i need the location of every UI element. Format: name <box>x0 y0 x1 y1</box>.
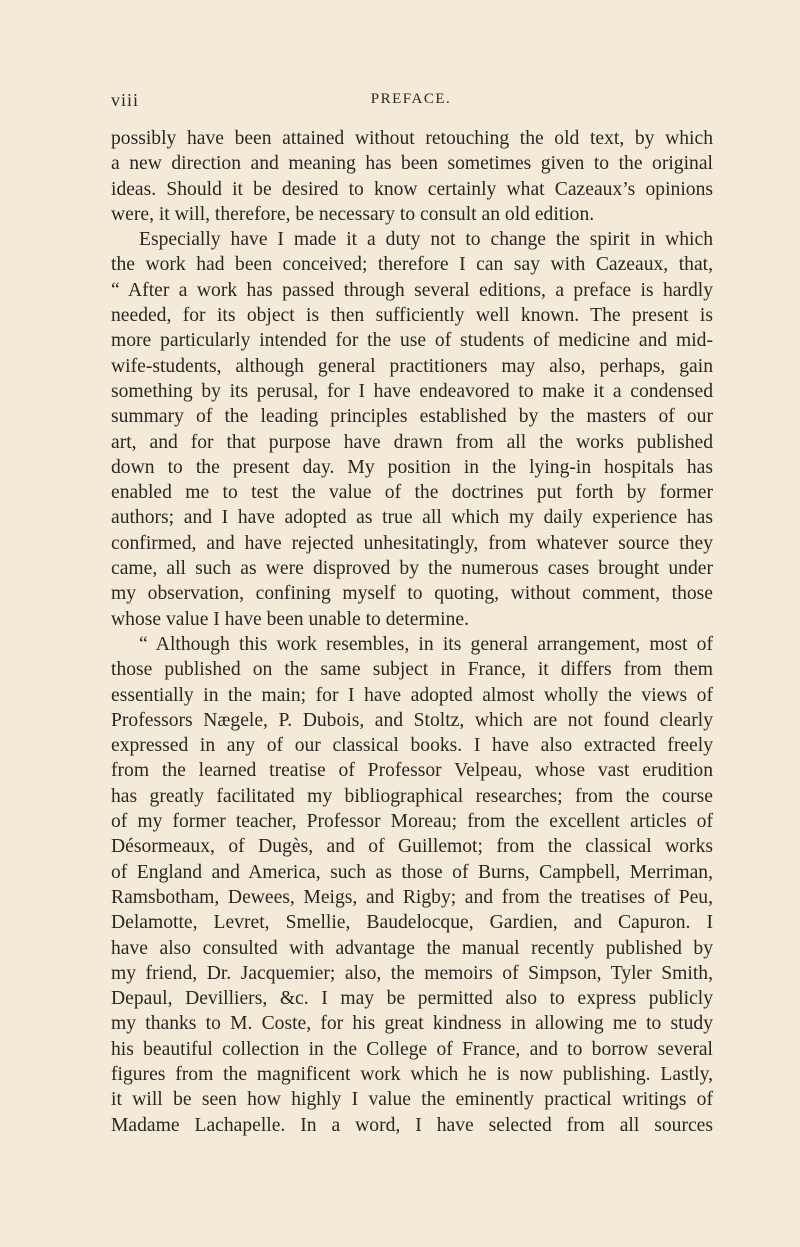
text-line: those published on the same subject in France, it differs from them <box>111 659 713 681</box>
text-line: Professors Nægele, P. Dubois, and Stoltz, which are not found clearly <box>111 709 713 731</box>
text-line: wife-students, although general practitioners may also, perhaps, gain <box>111 355 713 377</box>
text-line: “ Although this work resembles, in its general arrangement, most of <box>139 633 713 655</box>
text-line: authors; and I have adopted as true all which my daily experience has <box>111 507 713 529</box>
text-line: Delamotte, Levret, Smellie, Baudelocque, Gardien, and Capuron. I <box>111 912 713 934</box>
text-line: my thanks to M. Coste, for his great kindness in allowing me to study <box>111 1013 713 1035</box>
text-line: have also consulted with advantage the manual recently published by <box>111 937 713 959</box>
text-line: needed, for its object is then sufficiently well known. The present is <box>111 305 713 327</box>
text-line: from the learned treatise of Professor Velpeau, whose vast erudition <box>111 760 713 782</box>
text-line: his beautiful collection in the College of France, and to borrow several <box>111 1038 713 1060</box>
text-line: has greatly facilitated my bibliographical researches; from the course <box>111 785 713 807</box>
text-line: enabled me to test the value of the doctrines put forth by former <box>111 482 713 504</box>
text-line: summary of the leading principles established by the masters of our <box>111 406 713 428</box>
text-line: Désormeaux, of Dugès, and of Guillemot; from the classical works <box>111 836 713 858</box>
text-line: art, and for that purpose have drawn from all the works published <box>111 431 713 453</box>
text-line: ideas. Should it be desired to know certainly what Cazeaux’s opinions <box>111 178 713 200</box>
text-line: it will be seen how highly I value the eminently practical writings of <box>111 1089 713 1111</box>
text-line: came, all such as were disproved by the numerous cases brought under <box>111 558 713 580</box>
text-line: a new direction and meaning has been sometimes given to the original <box>111 153 713 175</box>
text-line: possibly have been attained without retouching the old text, by which <box>111 128 713 149</box>
text-line: Ramsbotham, Dewees, Meigs, and Rigby; and from the treatises of Peu, <box>111 886 713 908</box>
text-line: confirmed, and have rejected unhesitatingly, from whatever source they <box>111 532 713 554</box>
text-line: more particularly intended for the use of students of medicine and mid- <box>111 330 713 352</box>
text-line: the work had been conceived; therefore I can say with Cazeaux, that, <box>111 254 713 276</box>
page-header <box>111 90 711 114</box>
page-number: viii <box>111 90 140 110</box>
text-line: expressed in any of our classical books. I have also extracted freely <box>111 735 713 757</box>
text-line: whose value I have been unable to determine. <box>111 608 469 630</box>
text-line: figures from the magnificent work which he is now publishing. Lastly, <box>111 1063 713 1085</box>
text-line: my friend, Dr. Jacquemier; also, the memoirs of Simpson, Tyler Smith, <box>111 962 713 984</box>
text-line: Madame Lachapelle. In a word, I have selected from all sources <box>111 1114 713 1136</box>
text-line: “ After a work has passed through several editions, a preface is hardly <box>111 279 713 301</box>
text-line: were, it will, therefore, be necessary to consult an old edition. <box>111 203 595 225</box>
text-line: Depaul, Devilliers, &c. I may be permitted also to express publicly <box>111 988 713 1010</box>
text-line: of my former teacher, Professor Moreau; from the excellent articles of <box>111 811 713 833</box>
text-line: something by its perusal, for I have endeavored to make it a condensed <box>111 380 713 402</box>
text-line: Especially have I made it a duty not to change the spirit in which <box>139 229 713 251</box>
text-line: down to the present day. My position in the lying-in hospitals has <box>111 456 713 478</box>
body-text <box>111 126 713 1138</box>
text-line: of England and America, such as those of Burns, Campbell, Merriman, <box>111 861 713 883</box>
running-head: PREFACE. <box>370 91 452 107</box>
text-line: my observation, confining myself to quoting, without comment, those <box>111 583 713 605</box>
text-line: essentially in the main; for I have adopted almost wholly the views of <box>111 684 713 706</box>
